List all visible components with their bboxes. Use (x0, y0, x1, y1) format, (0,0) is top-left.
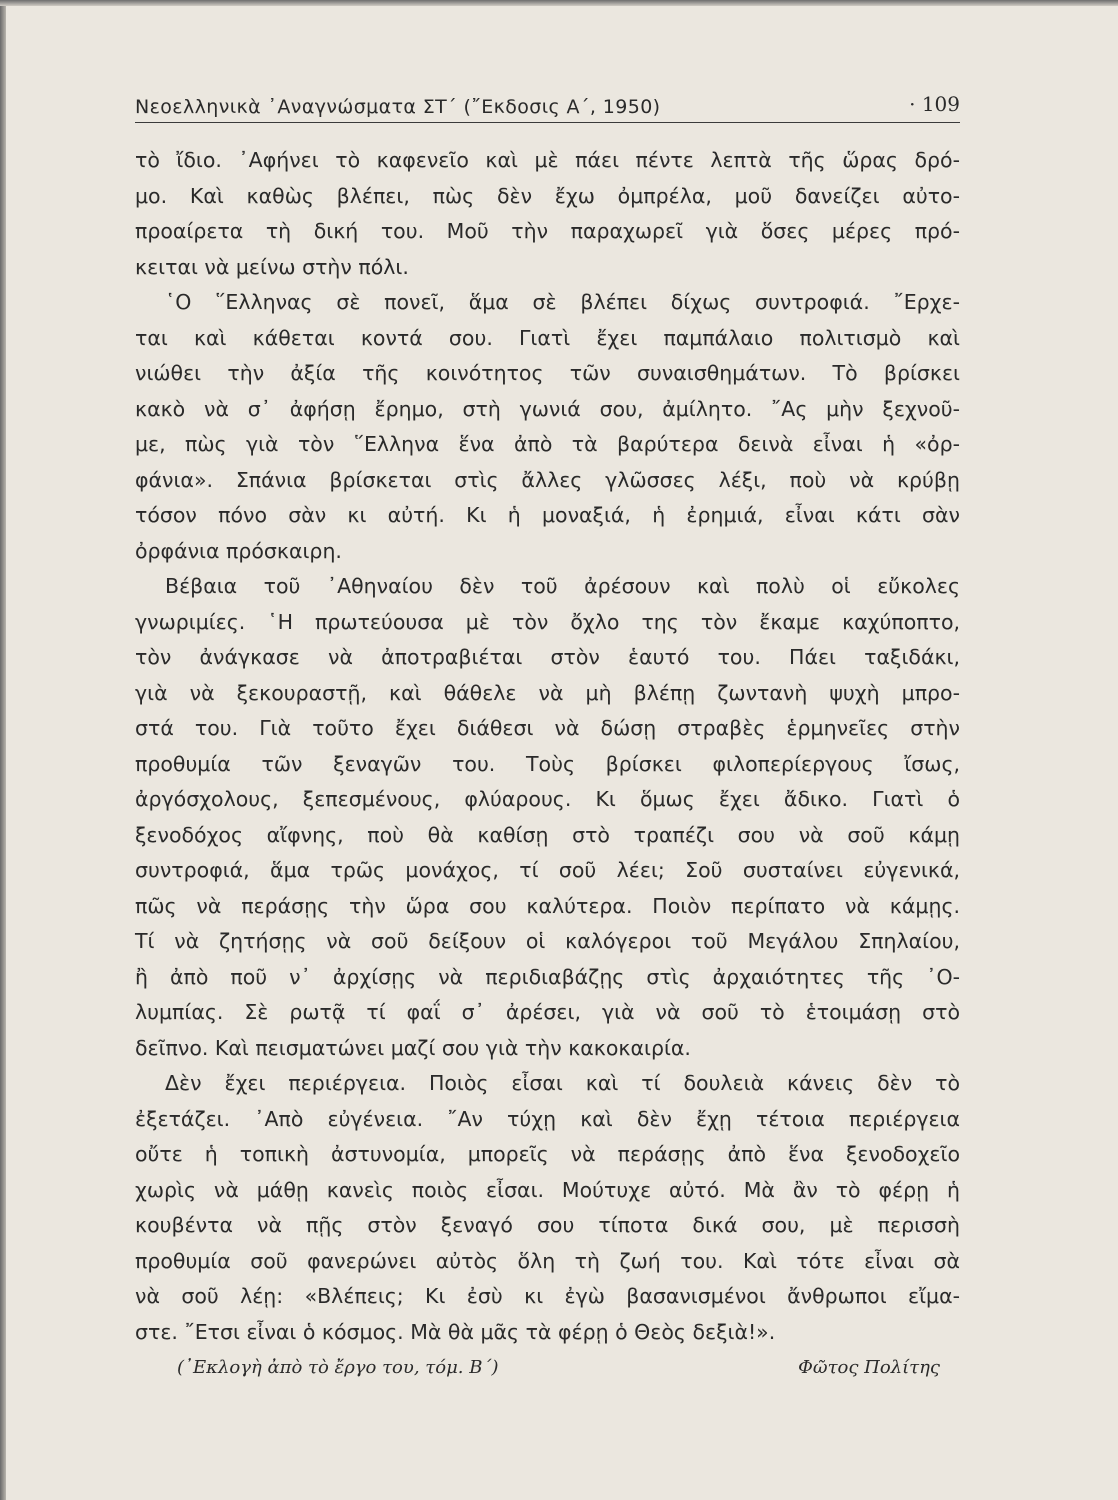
text-line: κουβέντα νὰ πῇς στὸν ξεναγό σου τίποτα δικά σου, μὲ περισσὴ (135, 1213, 960, 1237)
text-line: στε. ῎Ετσι εἶναι ὁ κόσμος. Μὰ θὰ μᾶς τὰ φέρῃ ὁ Θεὸς δεξιὰ!». (135, 1319, 776, 1344)
running-header-title: Νεοελληνικὰ ᾿Αναγνώσματα ΣΤ´ (῎Εκδοσις Α´, 1950) (135, 96, 661, 118)
text-line: λυμπίας. Σὲ ρωτᾷ τί φαΐ σ᾿ ἀρέσει, γιὰ νὰ σοῦ τὸ ἑτοιμάσῃ στὸ (135, 1000, 960, 1024)
text-line: φάνια». Σπάνια βρίσκεται στὶς ἄλλες γλῶσσες λέξι, ποὺ νὰ κρύβῃ (135, 467, 960, 492)
text-line: Δὲν ἔχει περιέργεια. Ποιὸς εἶσαι καὶ τί δουλειὰ κάνεις δὲν τὸ (165, 1071, 960, 1095)
text-line: γνωριμίες. ῾Η πρωτεύουσα μὲ τὸν ὄχλο της τὸν ἔκαμε καχύποπτο, (135, 609, 960, 634)
attribution (135, 1357, 960, 1387)
author-name: Φῶτος Πολίτης (798, 1357, 940, 1378)
text-line: τόσον πόνο σὰν κι αὐτή. Κι ἡ μοναξιά, ἡ ἐρημιά, εἶναι κάτι σὰν (135, 503, 960, 527)
text-line: οὔτε ἡ τοπικὴ ἀστυνομία, μπορεῖς νὰ περάσῃς ἀπὸ ἕνα ξενοδοχεῖο (135, 1142, 960, 1166)
text-line: ῾Ο ῞Ελληνας σὲ πονεῖ, ἅμα σὲ βλέπει δίχως συντροφιά. ῎Ερχε- (165, 290, 960, 314)
text-line: κειται νὰ μείνω στὴν πόλι. (135, 254, 409, 279)
text-line: ἀργόσχολους, ξεπεσμένους, φλύαρους. Κι ὅμως ἔχει ἄδικο. Γιατὶ ὁ (135, 787, 960, 811)
running-header (135, 92, 960, 123)
body-text (135, 143, 960, 1350)
text-line: δεῖπνο. Καὶ πεισματώνει μαζί σου γιὰ τὴν κακοκαιρία. (135, 1035, 691, 1060)
text-line: ὀρφάνια πρόσκαιρη. (135, 538, 342, 563)
text-line: τὸ ἴδιο. ᾿Αφήνει τὸ καφενεῖο καὶ μὲ πάει πέντε λεπτὰ τῆς ὥρας δρό- (135, 148, 960, 172)
text-line: νιώθει τὴν ἀξία τῆς κοινότητος τῶν συναισθημάτων. Τὸ βρίσκει (135, 361, 960, 385)
text-line: προθυμία σοῦ φανερώνει αὐτὸς ὅλη τὴ ζωή του. Καὶ τότε εἶναι σὰ (135, 1248, 960, 1273)
text-line: νὰ σοῦ λέῃ: «Βλέπεις; Κι ἐσὺ κι ἐγὼ βασανισμένοι ἄνθρωποι εἴμα- (135, 1284, 960, 1308)
page-top-edge (0, 0, 1118, 6)
text-line: ἐξετάζει. ᾿Απὸ εὐγένεια. ῎Αν τύχῃ καὶ δὲν ἔχῃ τέτοια περιέργεια (135, 1106, 960, 1131)
text-line: Τί νὰ ζητήσῃς νὰ σοῦ δείξουν οἱ καλόγεροι τοῦ Μεγάλου Σπηλαίου, (135, 929, 960, 953)
page-left-edge (0, 0, 6, 1500)
text-line: χωρὶς νὰ μάθῃ κανεὶς ποιὸς εἶσαι. Μούτυχε αὐτό. Μὰ ἂν τὸ φέρῃ ἡ (135, 1177, 960, 1202)
text-line: ξενοδόχος αἴφνης, ποὺ θὰ καθίσῃ στὸ τραπέζι σου νὰ σοῦ κάμῃ (135, 822, 960, 847)
text-line: με, πὼς γιὰ τὸν ῞Ελληνα ἕνα ἀπὸ τὰ βαρύτερα δεινὰ εἶναι ἡ «ὀρ- (135, 432, 960, 456)
text-line: προαίρετα τὴ δική του. Μοῦ τὴν παραχωρεῖ γιὰ ὅσες μέρες πρό- (135, 219, 960, 243)
text-line: μο. Καὶ καθὼς βλέπει, πὼς δὲν ἔχω ὀμπρέλα, μοῦ δανείζει αὐτο- (135, 183, 960, 208)
text-line: προθυμία τῶν ξεναγῶν του. Τοὺς βρίσκει φιλοπερίεργους ἴσως, (135, 751, 960, 776)
text-line: κακὸ νὰ σ᾿ ἀφήσῃ ἔρημο, στὴ γωνιά σου, ἀμίλητο. ῎Ας μὴν ξεχνοῦ- (135, 396, 960, 421)
text-line: τὸν ἀνάγκασε νὰ ἀποτραβιέται στὸν ἑαυτό του. Πάει ταξιδάκι, (135, 645, 960, 669)
text-line: γιὰ νὰ ξεκουραστῇ, καὶ θάθελε νὰ μὴ βλέπῃ ζωντανὴ ψυχὴ μπρο- (135, 680, 960, 705)
source-note: (᾿Εκλογὴ ἀπὸ τὸ ἔργο του, τόμ. Β´) (177, 1357, 499, 1378)
text-line: ἢ ἀπὸ ποῦ ν᾿ ἀρχίσῃς νὰ περιδιαβάζῃς στὶς ἀρχαιότητες τῆς ᾿Ο- (135, 964, 960, 989)
page-number: · 109 (909, 92, 960, 116)
text-line: στά του. Γιὰ τοῦτο ἔχει διάθεσι νὰ δώσῃ στραβὲς ἑρμηνεῖες στὴν (135, 716, 960, 740)
text-line: Βέβαια τοῦ ᾿Αθηναίου δὲν τοῦ ἀρέσουν καὶ πολὺ οἱ εὔκολες (165, 574, 960, 598)
text-line: ται καὶ κάθεται κοντά σου. Γιατὶ ἔχει παμπάλαιο πολιτισμὸ καὶ (135, 325, 960, 350)
text-line: συντροφιά, ἅμα τρῶς μονάχος, τί σοῦ λέει; Σοῦ συσταίνει εὐγενικά, (135, 858, 960, 882)
text-line: πῶς νὰ περάσῃς τὴν ὥρα σου καλύτερα. Ποιὸν περίπατο νὰ κάμῃς. (135, 893, 960, 918)
